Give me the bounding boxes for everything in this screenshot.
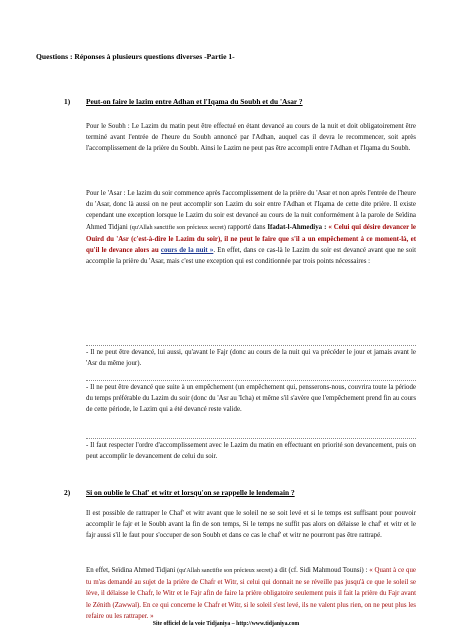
text-segment: a dit (cf. Sidi Mahmoud Tounsi) : [274,567,368,574]
quote-blue: cours de la nuit » [160,247,214,255]
condition-item-2: - Il ne peut être devancé que suite à un empêchement (un empêchement qui, pensserons-nous, couvrira toute la période du temps préférable du Lazim du soir (donc du 'Asr au 'Icha) et même s'il s'avère que l'empêchement prend fin au cours de cette période, le Lazim qui a été devancé reste valide. [86,380,416,416]
quote-red: « Quant à ce que tu m'as demandé au sujet de la prière de Chafr et Witr, si celui qui donnait ne se réveille pas jusqu'à ce que le soleil se lève, il délaisse le Chafr, le Witr et le Fajr afin de faire la prière obligatoire seulement puis il fait la prière du Fajr avant le Zénith (Zawwal). En ce qui concerne le Chafr et Witr, si le soleil s'est levé, ils ne valent plus rien, on ne peut plus les refaire ou les rattraper. » [86,567,416,620]
condition-item-3: - Il faut respecter l'ordre d'accomplissement avec le Lazim du matin en effectuant en priorité son devancement, puis on peut accomplir le devancement de celui du soir. [86,438,416,462]
quote-red: « Celui qui désire devancer le Ouird du 'Asr (c'est-à-dire le Lazim du soir), il ne peut le faire que s'il a un empêchement à ce moment-là, et qu'il le devance alors au [86,223,416,255]
honorific-note: (qu'Allah sanctifie son précieux secret) [129,224,226,231]
paragraph-soubh: Pour le Soubh : Le Lazim du matin peut être effectué en étant devancé au cours de la nuit et doit obligatoirement être terminé avant l'entrée de l'heure du Soubh annoncé par l'Adhan, auquel cas il devra le recommencer, soit après l'accomplissement de la prière du Soubh. Ainsi le Lazim ne peut pas être accompli entre l'Adhan et l'Iqama du Soubh. [86,123,416,153]
paragraph-chaf-witr: Il est possible de rattraper le Chaf' et witr avant que le soleil ne se soit levé et si le temps est suffisant pour pouvoir accomplir le fajr et le Soubh avant la fin de son temps, Si le temps ne suffit pas alors on délaisse le chaf' et witr et le fajr aussi s'il le faut pour s'occuper de son Soubh et dans ce cas le chaf' et witr ne pourront pas être rattrapé. [86,510,416,540]
text-segment: Pour le 'Asar : Le lazim du soir commence après l'accomplissement de la prière du 'Asar et non après l'entrée de l'heure du 'Asar, donc là aussi on ne peut accomplir son Lazim du soir entre l'Adhan et l'Iqama de cette dite prière. Il existe cependant une exception lorsque le Lazim du soir est devancé au cours de la nuit conformément à la parole de Seïdina Ahmed Tidjani [86,190,416,231]
footer: Site officiel de la voie Tidjaniya – http://www.tidjaniya.com [152,621,300,627]
question-number: 2) [64,488,71,497]
page-title: Questions : Réponses à plusieurs questions diverses -Partie 1- [36,52,235,61]
text-segment: . En effet, dans ce cas-là le Lazim du soir est devancé avant que ne soit accomplie la prière du 'Asar, mais c'est une exception qui est conditionnée par trois points nécessaires : [86,247,416,266]
book-title: Ifadat-l-Ahmediya : [267,223,327,231]
question-1-heading [64,97,303,106]
paragraph-asar [86,188,416,267]
paragraph-quote [86,565,416,622]
text-segment: rapporté dans [227,223,266,231]
honorific-note: (qu'Allah sanctifie son précieux secret) [177,568,273,574]
text-segment: En effet, Seïdina Ahmed Tidjani [86,567,176,574]
question-text: Peut-on faire le lazim entre Adhan et l'Iqama du Soubh et du 'Asar ? [86,97,303,106]
condition-item-1: - Il ne peut être devancé, lui aussi, qu'avant le Fajr (donc au cours de la nuit qui va précéder le jour et jamais avant le 'Asr du même jour). [86,345,416,369]
question-number: 1) [64,97,71,106]
question-2-heading [64,488,295,497]
question-text: Si on oublie le Chaf' et witr et lorsqu'on se rappelle le lendemain ? [86,488,295,497]
